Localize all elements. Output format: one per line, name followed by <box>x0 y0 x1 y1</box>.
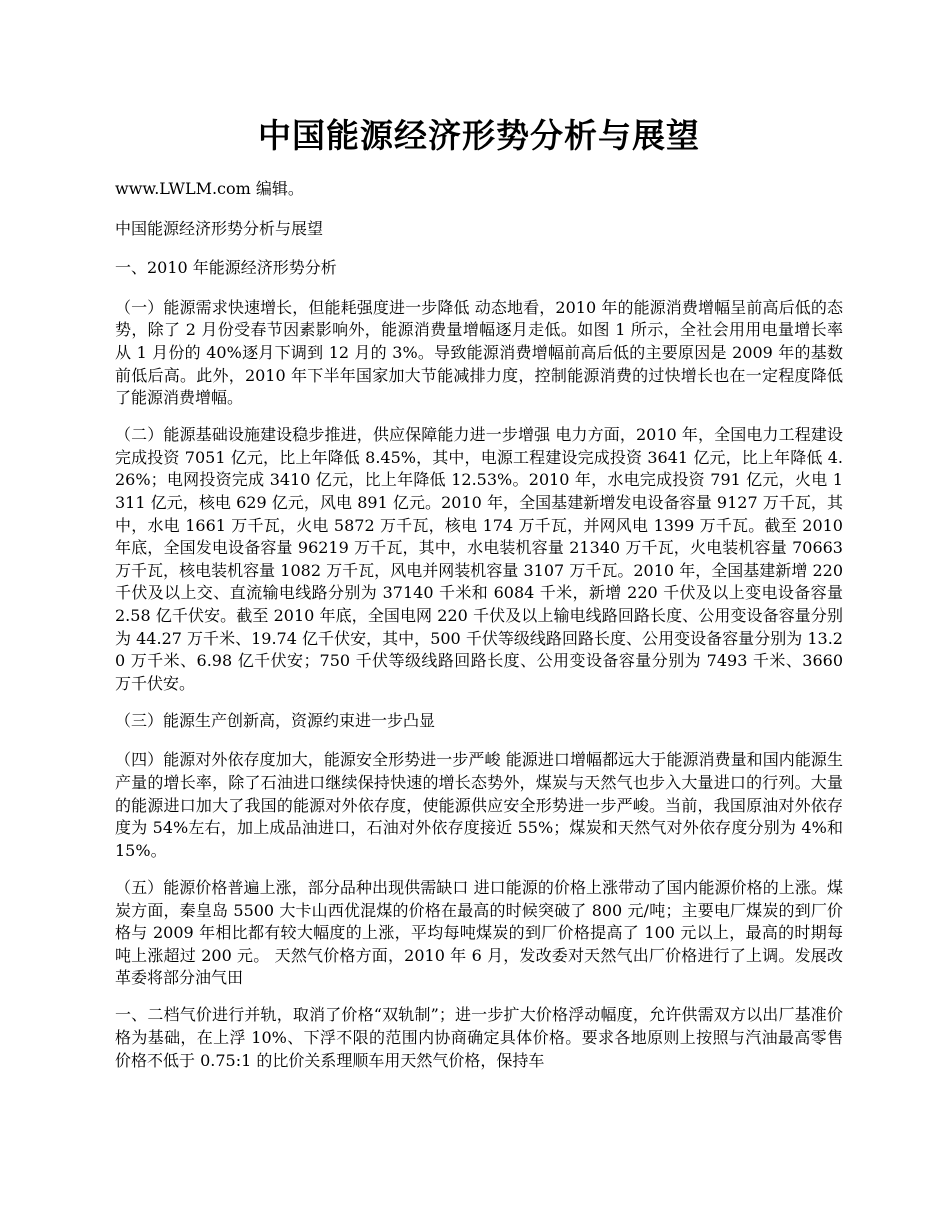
document-title: 中国能源经济形势分析与展望 <box>258 116 700 155</box>
section-heading: 一、2010 年能源经济形势分析 <box>115 258 337 278</box>
paragraph-energy-prices: （五）能源价格普遍上涨，部分品种出现供需缺口 进口能源的价格上涨带动了国内能源价格的上涨。煤炭方面，秦皇岛 5500 大卡山西优混煤的价格在最高的时候突破了 800 元/吨；主要电厂煤炭的到厂价格与 2009 年相比都有较大幅度的上涨，平均每吨煤炭的到厂价格提高了 100 元以上，最高的时期每吨上涨超过 200 元。 天然气价格方面，2010 年 6 月，发改委对天然气出厂价格进行了上调。发展改革委将部分油气田 <box>115 877 843 988</box>
source-line: www.LWLM.com 编辑。 <box>115 179 304 198</box>
paragraph-gas-pricing: 一、二档气价进行并轨，取消了价格“双轨制”；进一步扩大价格浮动幅度，允许供需双方以出厂基准价格为基础，在上浮 10%、下浮不限的范围内协商确定具体价格。要求各地原则上按照与汽油最高零售价格不低于 0.75:1 的比价关系理顺车用天然气价格，保持车 <box>115 1005 843 1070</box>
subtitle-line: 中国能源经济形势分析与展望 <box>115 218 324 238</box>
document-page <box>115 112 843 1087</box>
paragraph-energy-demand: （一）能源需求快速增长，但能耗强度进一步降低 动态地看，2010 年的能源消费增幅呈前高后低的态势，除了 2 月份受春节因素影响外，能源消费量增幅逐月走低。如图 1 所示，全社会用用电量增长率从 1 月份的 40%逐月下调到 12 月的 3%。导致能源消费增幅前高后低的主要原因是 2009 年的基数前低后高。此外，2010 年下半年国家加大节能减排力度，控制能源消费的过快增长也在一定程度降低了能源消费增幅。 <box>115 297 843 408</box>
paragraph-import-dependency: （四）能源对外依存度加大，能源安全形势进一步严峻 能源进口增幅都远大于能源消费量和国内能源生产量的增长率，除了石油进口继续保持快速的增长态势外，煤炭与天然气也步入大量进口的行列。大量的能源进口加大了我国的能源对外依存度，使能源供应安全形势进一步严峻。当前，我国原油对外依存度为 54%左右，加上成品油进口，石油对外依存度接近 55%；煤炭和天然气对外依存度分别为 4%和 15%。 <box>115 750 843 860</box>
paragraph-infrastructure: （二）能源基础设施建设稳步推进，供应保障能力进一步增强 电力方面，2010 年，全国电力工程建设完成投资 7051 亿元，比上年降低 8.45%，其中，电源工程建设完成投资 3641 亿元，比上年降低 4.26%；电网投资完成 3410 亿元，比上年降低 12.53%。2010 年，水电完成投资 791 亿元，火电 1311 亿元，核电 629 亿元，风电 891 亿元。2010 年，全国基建新增发电设备容量 9127 万千瓦，其中，水电 1661 万千瓦，火电 5872 万千瓦，核电 174 万千瓦，并网风电 1399 万千瓦。截至 2010 年底，全国发电设备容量 96219 万千瓦，其中，水电装机容量 21340 万千瓦，火电装机容量 70663 万千瓦，核电装机容量 1082 万千瓦，风电并网装机容量 3107 万千瓦。2010 年，全国基建新增 220 千伏及以上交、直流输电线路分别为 37140 千米和 6084 千米，新增 220 千伏及以上变电设备容量 2.58 亿千伏安。截至 2010 年底，全国电网 220 千伏及以上输电线路回路长度、公用变设备容量分别为 44.27 万千米、19.74 亿千伏安，其中，500 千伏等级线路回路长度、公用变设备容量分别为 13.20 万千米、6.98 亿千伏安；750 千伏等级线路回路长度、公用变设备容量分别为 7493 千米、3660 万千伏安。 <box>115 425 843 693</box>
paragraph-production: （三）能源生产创新高，资源约束进一步凸显 <box>115 710 436 730</box>
